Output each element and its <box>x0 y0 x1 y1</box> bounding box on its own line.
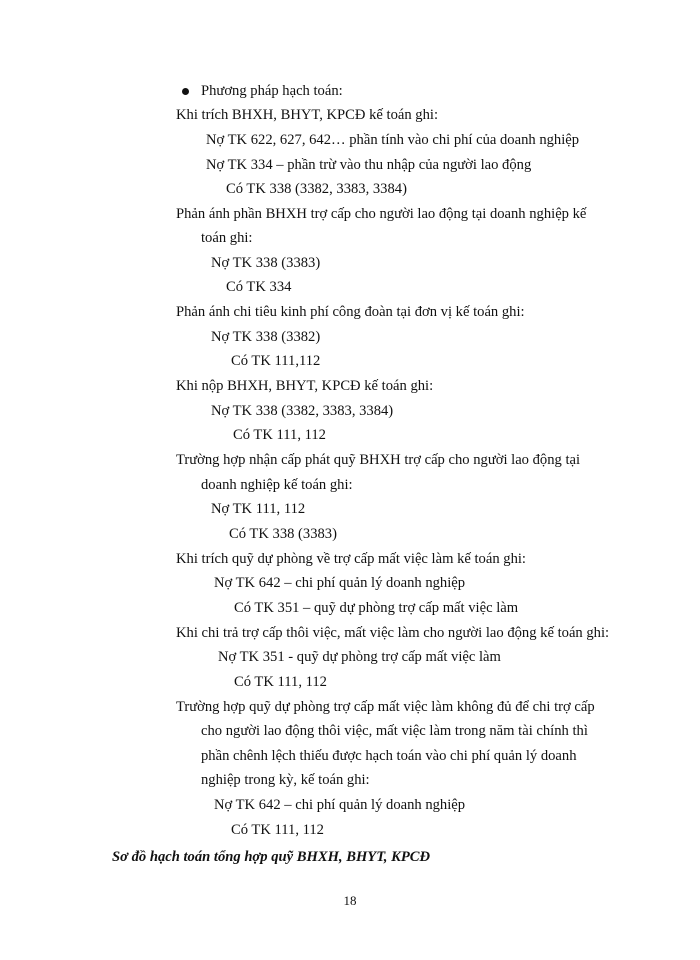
paragraph-text: Trường hợp quỹ dự phòng trợ cấp mất việc làm không đủ để chi trợ cấp <box>176 699 595 715</box>
debit-entry: Nợ TK 642 – chi phí quản lý doanh nghiệp <box>214 797 466 813</box>
debit-entry: Nợ TK 111, 112 <box>211 501 306 517</box>
paragraph-text: toán ghi: <box>201 230 253 246</box>
paragraph-text: Khi nộp BHXH, BHYT, KPCĐ kế toán ghi: <box>176 378 434 394</box>
paragraph-text: cho người lao động thôi việc, mất việc làm trong năm tài chính thì <box>201 723 588 739</box>
method-heading: Phương pháp hạch toán: <box>201 83 343 99</box>
paragraph-text: Phản ánh chi tiêu kinh phí công đoàn tại đơn vị kế toán ghi: <box>176 304 525 320</box>
credit-entry: Có TK 111, 112 <box>234 674 327 690</box>
paragraph-text: Phản ánh phần BHXH trợ cấp cho người lao động tại doanh nghiệp kế <box>176 206 587 222</box>
paragraph-text: Khi chi trả trợ cấp thôi việc, mất việc làm cho người lao động kế toán ghi: <box>176 625 610 641</box>
debit-entry: Nợ TK 622, 627, 642… phần tính vào chi phí của doanh nghiệp <box>206 132 580 148</box>
debit-entry: Nợ TK 642 – chi phí quản lý doanh nghiệp <box>214 575 466 591</box>
credit-entry: Có TK 338 (3382, 3383, 3384) <box>226 181 407 197</box>
credit-entry: Có TK 111, 112 <box>233 427 326 443</box>
credit-entry: Có TK 111,112 <box>231 353 321 369</box>
credit-entry: Có TK 111, 112 <box>231 822 324 838</box>
bullet-icon <box>182 88 189 95</box>
paragraph-text: doanh nghiệp kế toán ghi: <box>201 477 353 493</box>
paragraph-text: Khi trích BHXH, BHYT, KPCĐ kế toán ghi: <box>176 107 438 123</box>
paragraph-text: phần chênh lệch thiếu được hạch toán vào chi phí quản lý doanh <box>201 748 577 764</box>
debit-entry: Nợ TK 338 (3383) <box>211 255 321 271</box>
debit-entry: Nợ TK 338 (3382) <box>211 329 321 345</box>
paragraph-text: nghiệp trong kỳ, kế toán ghi: <box>201 772 370 788</box>
debit-entry: Nợ TK 334 – phần trừ vào thu nhập của người lao động <box>206 157 532 173</box>
diagram-heading: Sơ đồ hạch toán tổng hợp quỹ BHXH, BHYT, KPCĐ <box>112 849 431 865</box>
credit-entry: Có TK 351 – quỹ dự phòng trợ cấp mất việc làm <box>234 600 519 616</box>
paragraph-text: Khi trích quỹ dự phòng về trợ cấp mất việc làm kế toán ghi: <box>176 551 526 567</box>
page-number: 18 <box>343 893 357 908</box>
debit-entry: Nợ TK 351 - quỹ dự phòng trợ cấp mất việc làm <box>218 649 501 665</box>
debit-entry: Nợ TK 338 (3382, 3383, 3384) <box>211 403 394 419</box>
credit-entry: Có TK 334 <box>226 279 292 295</box>
credit-entry: Có TK 338 (3383) <box>229 526 337 542</box>
paragraph-text: Trường hợp nhận cấp phát quỹ BHXH trợ cấp cho người lao động tại <box>176 452 581 468</box>
